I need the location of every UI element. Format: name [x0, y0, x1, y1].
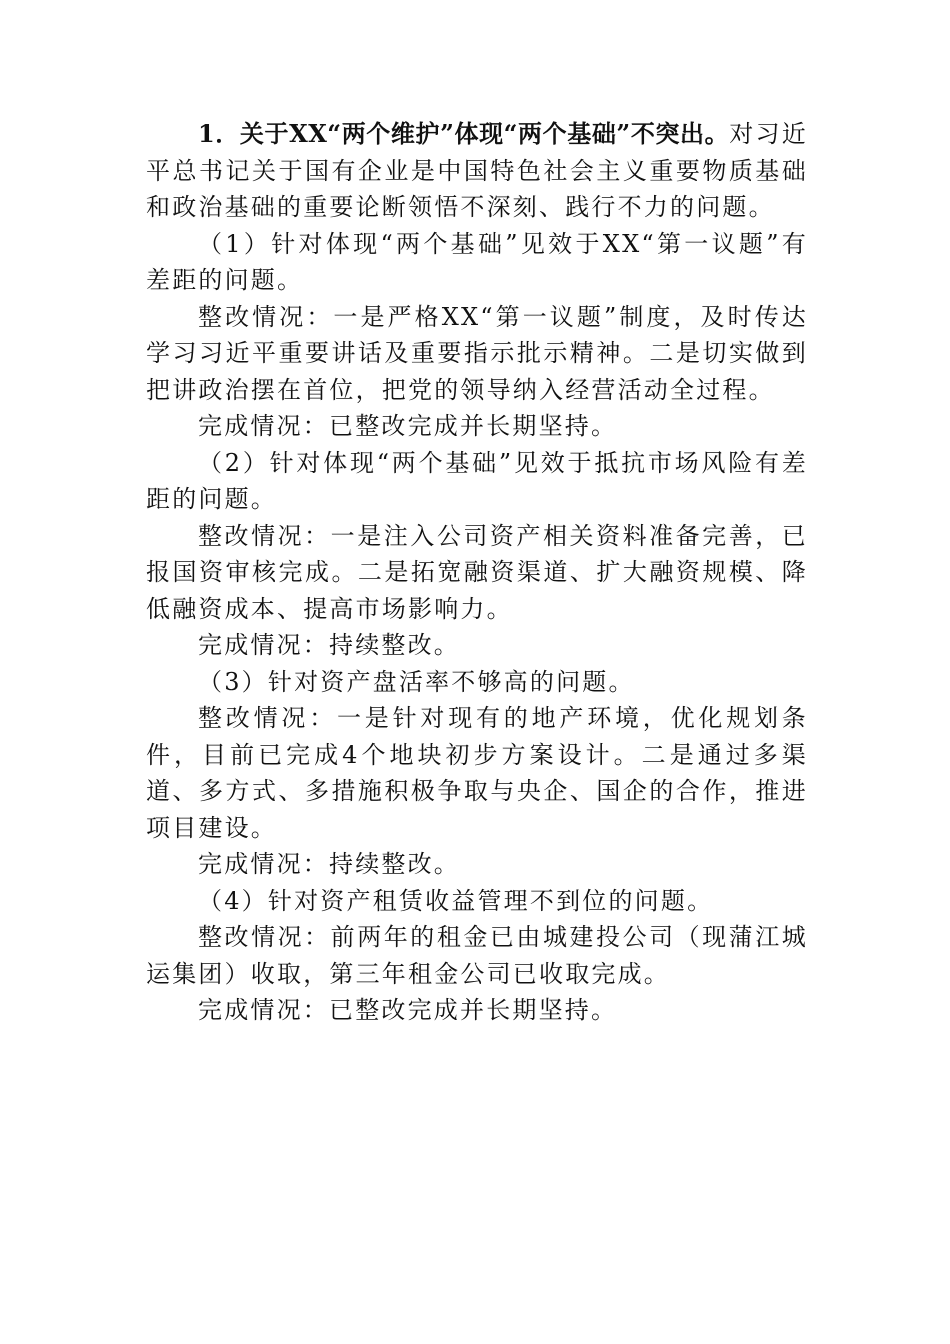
rectification-item-3: 整改情况：一是针对现有的地产环境，优化规划条件，目前已完成4个地块初步方案设计。二是通过多渠道、多方式、多措施积极争取与央企、国企的合作，推进项目建设。: [146, 704, 808, 842]
completion-item-4: 完成情况：已整改完成并长期坚持。: [198, 996, 618, 1024]
rectification-item-4: 整改情况：前两年的租金已由城建投公司（现蒲江城运集团）收取，第三年租金公司已收取完成。: [146, 923, 808, 988]
section-heading: 1．关于XX“两个维护”体现“两个基础”不突出。: [198, 119, 730, 148]
rectification-item-2: 整改情况：一是注入公司资产相关资料准备完善，已报国资审核完成。二是拓宽融资渠道、扩大融资规模、降低融资成本、提高市场影响力。: [146, 521, 808, 623]
problem-item-1: （1）针对体现“两个基础”见效于XX“第一议题”有差距的问题。: [146, 229, 808, 294]
section-intro-paragraph: [146, 116, 808, 226]
document-body: [146, 116, 808, 1029]
problem-item-3: （3）针对资产盘活率不够高的问题。: [198, 667, 635, 696]
completion-item-3: 完成情况：持续整改。: [198, 850, 460, 878]
problem-item-2: （2）针对体现“两个基础”见效于抵抗市场风险有差距的问题。: [146, 448, 808, 513]
completion-item-1: 完成情况：已整改完成并长期坚持。: [198, 412, 618, 440]
problem-item-4: （4）针对资产租赁收益管理不到位的问题。: [198, 886, 714, 915]
completion-item-2: 完成情况：持续整改。: [198, 631, 460, 659]
rectification-item-1: 整改情况：一是严格XX“第一议题”制度，及时传达学习习近平重要讲话及重要指示批示精神。二是切实做到把讲政治摆在首位，把党的领导纳入经营活动全过程。: [146, 302, 808, 404]
section-intro-text: 对习近平总书记关于国有企业是中国特色社会主义重要物质基础和政治基础的重要论断领悟不深刻、践行不力的问题。: [146, 120, 808, 221]
